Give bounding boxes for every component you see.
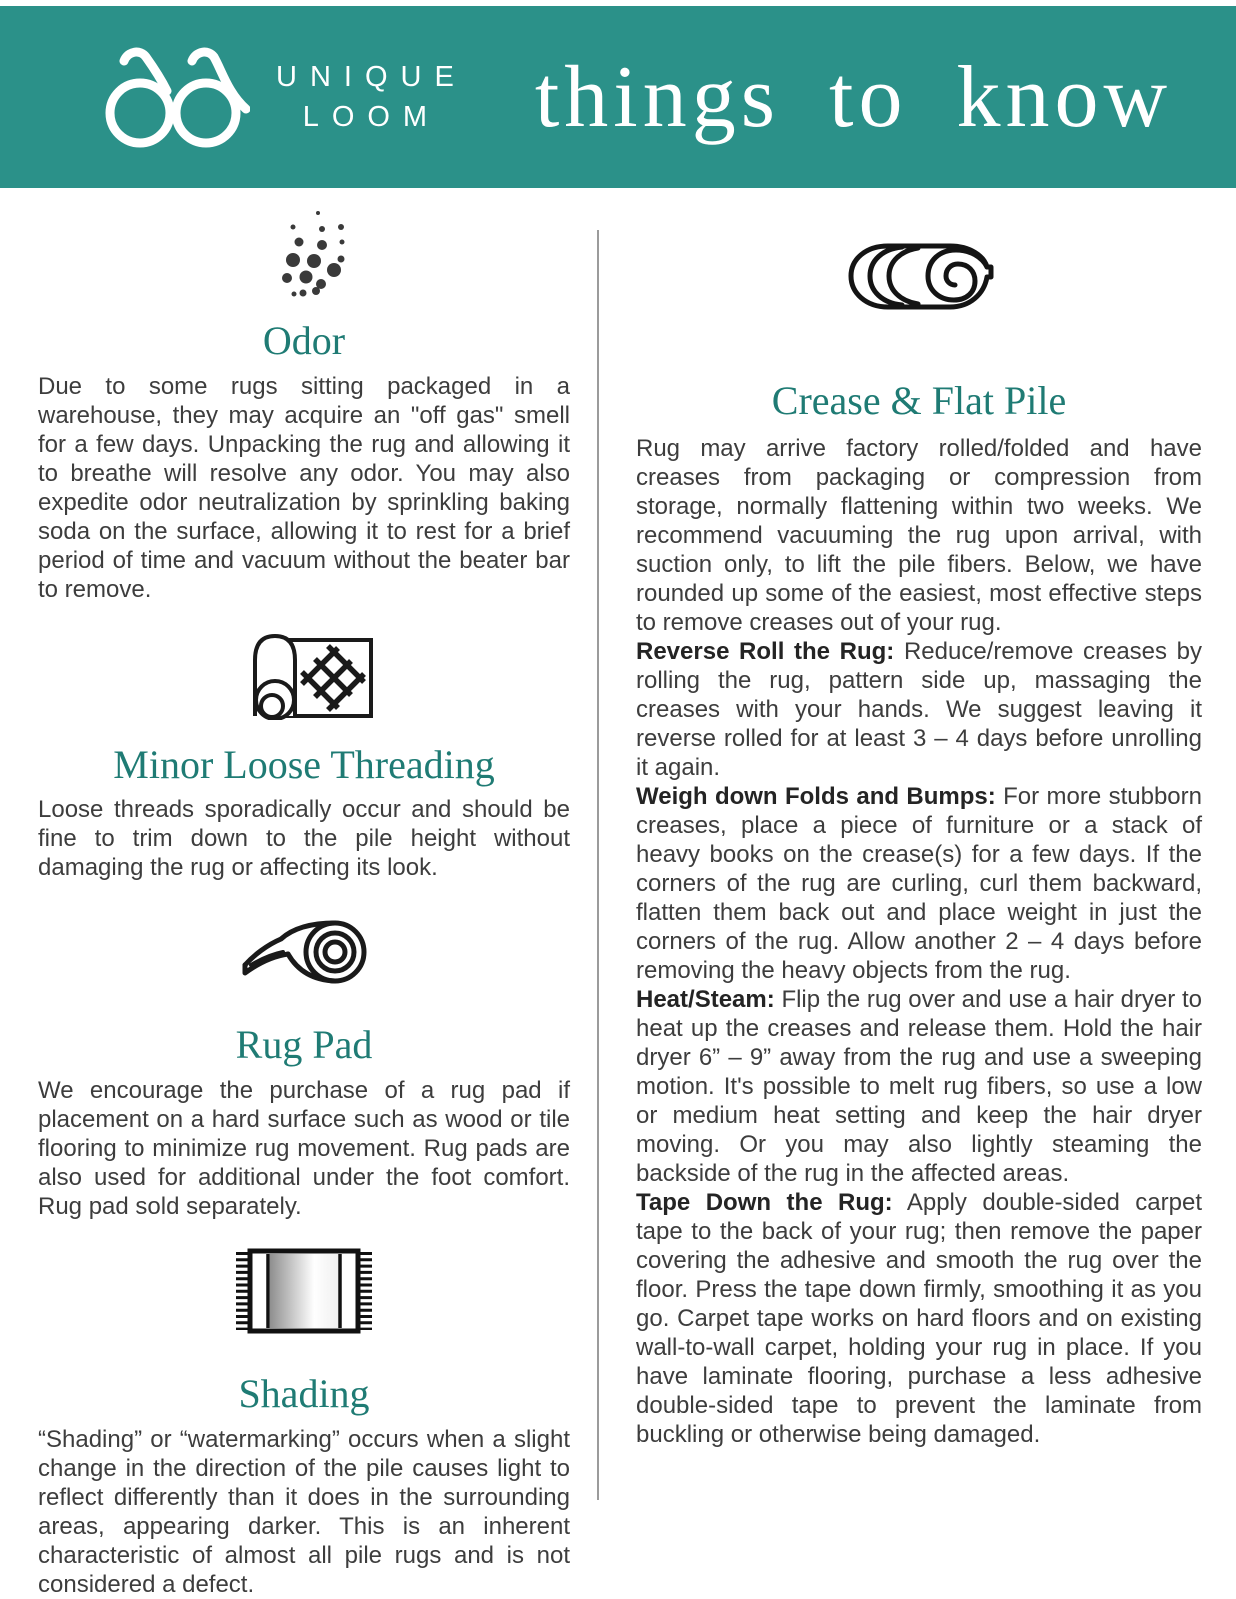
tip-weigh-down [636, 782, 1202, 985]
section-body-rug-pad: We encourage the purchase of a rug pad if placement on a hard surface such as wood or tile flooring to minimize rug movement. Rug pads are also used for additional under the foot comfort. Rug pad sold separately. [38, 1077, 570, 1220]
column-divider [597, 230, 599, 1500]
brand-line-unique: UNIQUE [276, 61, 467, 93]
tip-body-heat-steam: Flip the rug over and use a hair dryer to heat up the creases and release them. Hold the hair dryer 6” – 9” away from the rug and use a sweeping motion. It's possible to melt rug fibers, so use a low or medium heat setting and keep the hair dryer moving. Or you may also lightly steaming the backside of the rug in the affected areas. [636, 986, 1202, 1187]
rolled-rug-side-icon [844, 240, 994, 314]
tip-label-weigh-down: Weigh down Folds and Bumps: [636, 783, 996, 810]
tip-heat-steam [636, 985, 1202, 1188]
section-body-shading: “Shading” or “watermarking” occurs when a slight change in the direction of the pile causes light to reflect differently than it does in the surrounding areas, appearing darker. This is an inherent characteristic of almost all pile rugs and is not considered a defect. [38, 1426, 570, 1598]
section-heading-rug-pad: Rug Pad [235, 1022, 373, 1067]
tip-body-weigh-down: For more stubborn creases, place a piece of furniture or a stack of heavy books on the crease(s) for a few days. If the corners of the rug are curling, curl them backward, flatten them back out and place weight in just the corners of the rug. Allow another 2 – 4 days before removing the heavy objects from the rug. [636, 783, 1202, 984]
section-rug-pad [38, 912, 570, 1221]
section-heading-odor: Odor [262, 318, 346, 363]
header-banner [0, 6, 1236, 188]
left-column [38, 188, 570, 1599]
section-body-crease-intro: Rug may arrive factory rolled/folded and have creases from packaging or compression from storage, normally flattening within two weeks. We recommend vacuuming the rug upon arrival, with suction only, to lift the pile fibers. Below, we have rounded up some of the easiest, most effective steps to remove creases out of your rug. [636, 435, 1202, 636]
section-minor-loose-threading [38, 616, 570, 882]
shaded-rug-icon [234, 1245, 374, 1337]
section-heading-shading: Shading [238, 1371, 370, 1416]
tip-label-heat-steam: Heat/Steam: [636, 986, 775, 1013]
section-heading-minor-loose-threading: Minor Loose Threading [113, 742, 495, 787]
unique-loom-dd-monogram-icon [100, 45, 250, 149]
odor-dots-icon [254, 206, 354, 300]
section-body-minor-loose-threading: Loose threads sporadically occur and should be fine to trim down to the pile height without damaging the rug or affecting its look. [38, 796, 570, 881]
section-odor [38, 206, 570, 604]
tip-label-tape-down: Tape Down the Rug: [636, 1189, 893, 1216]
tip-reverse-roll [636, 637, 1202, 782]
rolled-rug-crosshatch-icon [229, 616, 379, 720]
brand-text [276, 57, 467, 137]
rug-pad-roll-icon [238, 912, 370, 992]
brand-lockup [100, 45, 467, 149]
section-body-odor: Due to some rugs sitting packaged in a warehouse, they may acquire an "off gas" smell for a few days. Unpacking the rug and allowing it to breathe will resolve any odor. You may also expedite odor neutralization by sprinkling baking soda on the surface, allowing it to rest for a brief period of time and vacuum without the beater bar to remove. [38, 373, 570, 603]
tip-body-reverse-roll: Reduce/remove creases by rolling the rug, pattern side up, massaging the creases with your hands. We suggest leaving it reverse rolled for at least 3 – 4 days before unrolling it again. [636, 638, 1203, 781]
section-heading-crease-flat-pile: Crease & Flat Pile [771, 378, 1067, 423]
brand-line-loom: LOOM [302, 101, 441, 133]
tip-body-tape-down: Apply double-sided carpet tape to the back of your rug; then remove the paper covering the adhesive and smooth the rug over the floor. Press the tape down firmly, smoothing it as you go. Carpet tape works on hard floors and on existing wall-to-wall carpet, holding your rug in place. If you have laminate flooring, purchase a less adhesive double-sided tape to prevent the laminate from buckling or otherwise being damaged. [636, 1189, 1203, 1448]
section-shading [38, 1245, 570, 1599]
page-title: things to know [534, 48, 1172, 146]
tip-tape-down [636, 1188, 1202, 1449]
tip-label-reverse-roll: Reverse Roll the Rug: [636, 638, 895, 665]
right-column [636, 188, 1202, 1449]
